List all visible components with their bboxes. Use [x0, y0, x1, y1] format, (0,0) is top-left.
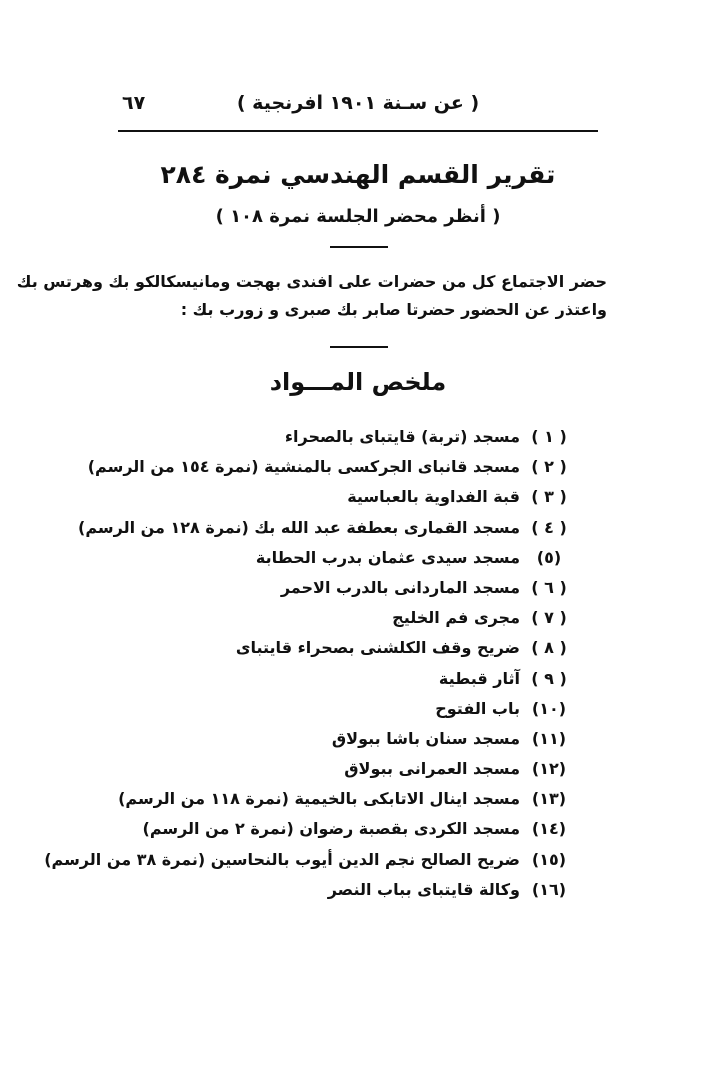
item-text: مجرى فم الخليج: [392, 608, 520, 628]
list-item: [152, 724, 572, 754]
item-text: باب الفتوح: [435, 698, 520, 718]
list-item: [78, 513, 572, 543]
summary-list: [44, 422, 572, 905]
list-item: [152, 754, 572, 784]
item-number: (١٤): [531, 819, 567, 839]
list-item: [152, 422, 572, 452]
running-header-title: ( عن سـنة ١٩٠١ افرنجية ): [236, 92, 480, 114]
list-item: [44, 845, 572, 875]
report-subtitle: ( أنظر محضر الجلسة نمرة ١٠٨ ): [215, 206, 501, 227]
report-title: تقرير القسم الهندسي نمرة ٢٨٤: [160, 160, 556, 189]
item-text: وكالة قايتباى بباب النصر: [327, 879, 520, 899]
item-number: (١٦): [531, 879, 567, 899]
item-text: مسجد سنان باشا ببولاق: [331, 728, 520, 748]
item-text: ضريح الصالح نجم الدين أيوب بالنحاسين (نمرة ٣٨ من الرسم): [44, 849, 520, 869]
list-item: [87, 452, 572, 482]
attendance-line: حضر الاجتماع كل من حضرات على افندى بهجت ومانيسكالكو بك وهرتس بك: [16, 272, 607, 291]
item-number: (٥): [536, 547, 562, 567]
item-number: ( ٨ ): [531, 638, 567, 658]
item-text: مسجد (تربة) قايتباى بالصحراء: [284, 427, 520, 446]
item-text: ضريح وقف الكلشنى بصحراء قايتباى: [235, 638, 520, 658]
item-text: مسجد العمرانى ببولاق: [344, 759, 520, 779]
list-item: [152, 633, 572, 663]
list-item: [152, 875, 572, 905]
item-number: ( ٧ ): [531, 608, 567, 628]
header-rule: [118, 130, 598, 132]
section-divider: [330, 346, 388, 348]
item-number: (١١): [531, 728, 567, 748]
section-divider: [330, 246, 388, 248]
list-item: [152, 482, 572, 512]
running-header: [118, 92, 598, 128]
item-number: ( ٣ ): [531, 487, 567, 507]
item-text: مسجد القمارى بعطفة عبد الله بك (نمرة ١٢٨ من الرسم): [78, 517, 520, 537]
list-item: [118, 784, 572, 814]
list-item: [152, 664, 572, 694]
item-number: (١٣): [531, 789, 567, 809]
list-item: [152, 543, 572, 573]
item-number: (١٠): [531, 698, 567, 718]
item-number: ( ١ ): [531, 427, 567, 446]
item-number: (١٥): [531, 849, 567, 869]
item-text: مسجد قانباى الجركسى بالمنشية (نمرة ١٥٤ من الرسم): [87, 457, 520, 477]
attendance-line: واعتذر عن الحضور حضرتا صابر بك صبرى و زورب بك :: [180, 300, 607, 319]
item-text: آثار قبطية: [438, 668, 520, 688]
list-item: [152, 603, 572, 633]
item-text: مسجد اينال الاتابكى بالخيمية (نمرة ١١٨ من الرسم): [118, 789, 520, 809]
list-item: [152, 573, 572, 603]
item-text: مسجد الكردى بقصبة رضوان (نمرة ٢ من الرسم): [142, 819, 520, 839]
item-text: قبة الفداوية بالعباسية: [347, 487, 520, 507]
item-number: ( ٤ ): [531, 517, 567, 537]
item-text: مسجد الماردانى بالدرب الاحمر: [280, 577, 520, 597]
summary-heading: ملخص المـــواد: [269, 368, 447, 396]
item-number: ( ٩ ): [531, 668, 567, 688]
item-number: (١٢): [531, 759, 567, 779]
item-number: ( ٢ ): [531, 457, 567, 477]
item-text: مسجد سيدى عثمان بدرب الحطابة: [255, 547, 520, 567]
list-item: [152, 694, 572, 724]
item-number: ( ٦ ): [531, 577, 567, 597]
page-number: ٦٧: [122, 92, 146, 114]
list-item: [142, 814, 572, 844]
attendance-paragraph: [16, 268, 607, 324]
